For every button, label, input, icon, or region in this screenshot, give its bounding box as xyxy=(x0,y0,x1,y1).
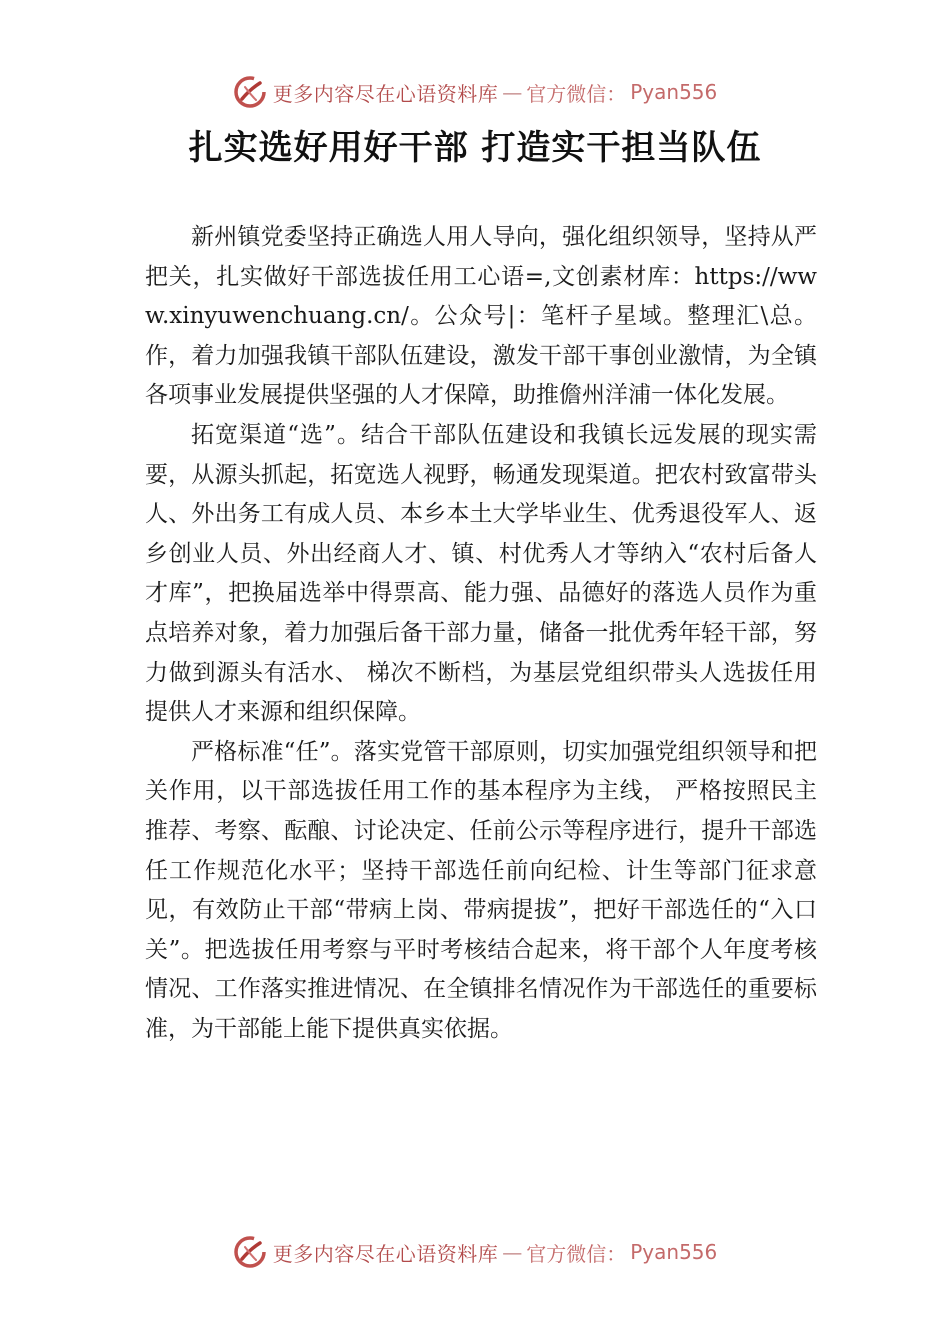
watermark-text: 更多内容尽在心语资料库 xyxy=(272,81,499,106)
document-title: 扎实选好用好干部 打造实干担当队伍 xyxy=(188,128,762,168)
paragraph-intro: 新州镇党委坚持正确选人用人导向，强化组织领导，坚持从严把关，扎实做好干部选拔任用工心语=,文创素材库：https://www.xinyuwenchuang.cn/。公众号|：笔杆子星域。整理汇\总。作，着力加强我镇干部队伍建设，激发干部干事创业激情，为全镇各项事业发展提供坚强的人才保障，助推儋州洋浦一体化发展。 xyxy=(145,224,817,409)
paragraph-appoint: 严格标准“任”。落实党管干部原则，切实加强党组织领导和把关作用，以干部选拔任用工作的基本程序为主线， 严格按照民主推荐、考察、酝酿、讨论决定、任前公示等程序进行，提升干部选任工作规范化水平；坚持干部选任前向纪检、计生等部门征求意见，有效防止干部“带病上岗、带病提拔”，把好干部选任的“入口关”。把选拔任用考察与平时考核结合起来，将干部个人年度考核情况、工作落实推进情况、在全镇排名情况作为干部选任的重要标准，为干部能上能下提供真实依据。 xyxy=(145,738,817,1042)
watermark-banner-top xyxy=(0,72,950,112)
watermark-wechat-label: 官方微信： xyxy=(526,1241,627,1266)
paragraph-select: 拓宽渠道“选”。结合干部队伍建设和我镇长远发展的现实需要，从源头抓起，拓宽选人视野，畅通发现渠道。把农村致富带头人、外出务工有成人员、本乡本土大学毕业生、优秀退役军人、返乡创业人员、外出经商人才、镇、村优秀人才等纳入“农村后备人才库”，把换届选举中得票高、能力强、品德好的落选人员作为重点培养对象，着力加强后备干部力量，储备一批优秀年轻干部，努力做到源头有活水、 梯次不断档，为基层党组织带头人选拔任用提供人才来源和组织保障。 xyxy=(145,421,817,726)
watermark-wechat-id: Pyan556 xyxy=(630,80,718,104)
brush-logo-icon xyxy=(233,75,267,109)
watermark-wechat-label: 官方微信： xyxy=(526,81,627,106)
watermark-separator: — xyxy=(502,1240,523,1264)
document-body xyxy=(145,218,817,1049)
watermark-banner-bottom xyxy=(0,1232,950,1272)
watermark-wechat-id: Pyan556 xyxy=(630,1240,718,1264)
watermark-text: 更多内容尽在心语资料库 xyxy=(272,1241,499,1266)
watermark-separator: — xyxy=(502,80,523,104)
brush-logo-icon xyxy=(233,1235,267,1269)
